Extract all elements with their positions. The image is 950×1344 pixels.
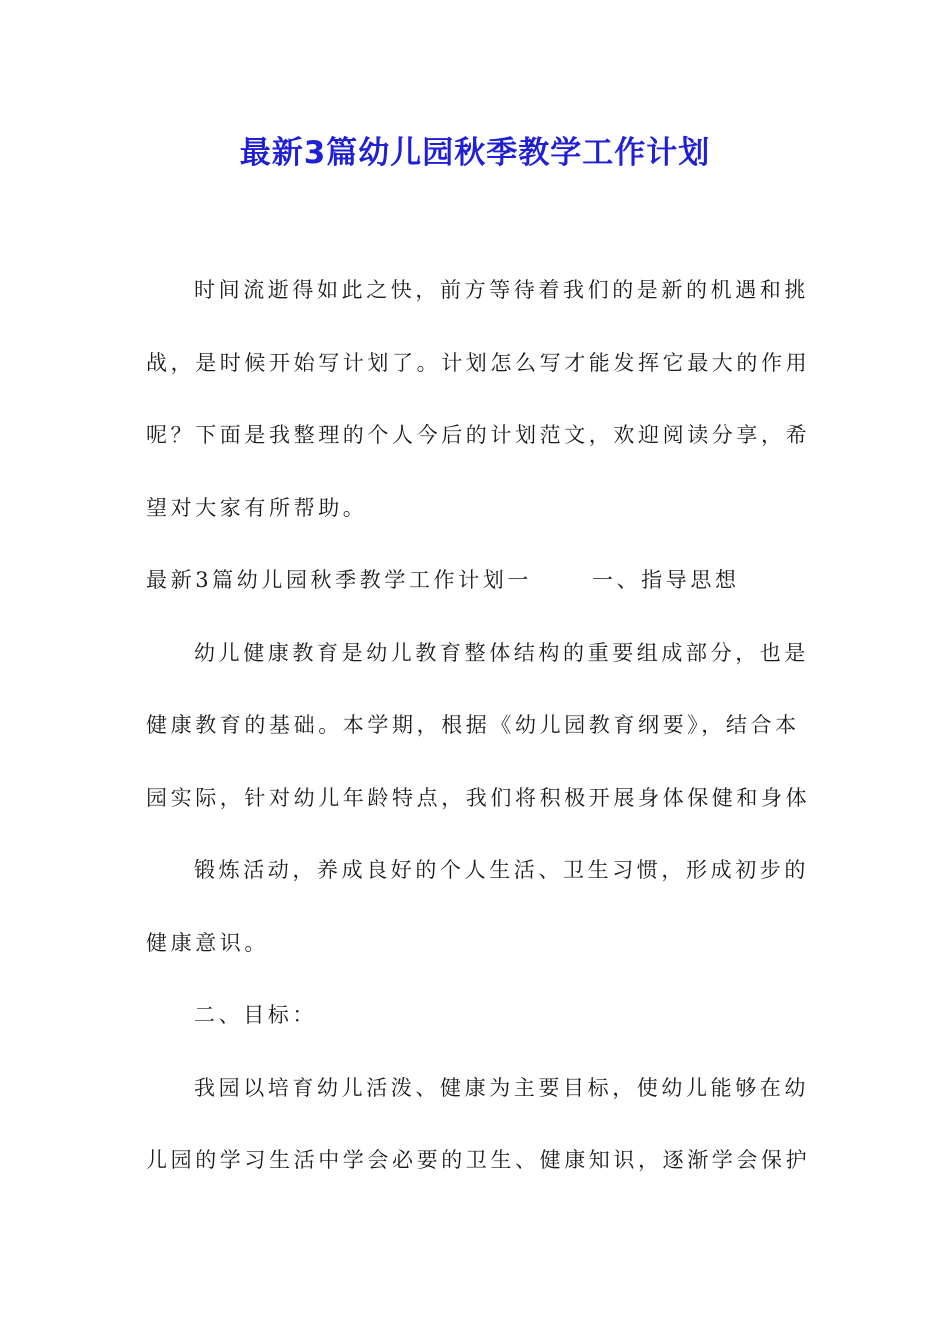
text-line: 时间流逝得如此之快，前方等待着我们的是新的机遇和挑 <box>194 278 809 302</box>
text-line: 园实际，针对幼儿年龄特点，我们将积极开展身体保健和身体 <box>146 785 811 810</box>
text-line: 儿园的学习生活中学会必要的卫生、健康知识，逐渐学会保护 <box>146 1148 811 1172</box>
section-title: 最新3篇幼儿园秋季教学工作计划一 <box>146 568 532 592</box>
text-line: 健康意识。 <box>146 930 269 955</box>
subsection-heading: 一、指导思想 <box>591 568 740 592</box>
text-line: 幼儿健康教育是幼儿教育整体结构的重要组成部分，也是 <box>194 640 809 665</box>
text-line: 我园以培育幼儿活泼、健康为主要目标，使幼儿能够在幼 <box>194 1075 809 1100</box>
text-line: 健康教育的基础。本学期，根据《幼儿园教育纲要》，结合本 <box>146 713 800 737</box>
section-heading-line <box>146 544 810 617</box>
text-line: 望对大家有所帮助。 <box>146 495 368 520</box>
text-line: 锻炼活动，养成良好的个人生活、卫生习惯，形成初步的 <box>194 858 809 882</box>
document-body <box>146 254 810 1197</box>
text-line: 呢？下面是我整理的个人今后的计划范文，欢迎阅读分享，希 <box>146 423 811 447</box>
document-title: 最新3篇幼儿园秋季教学工作计划 <box>239 135 711 171</box>
text-line: 战，是时候开始写计划了。计划怎么写才能发挥它最大的作用 <box>146 350 811 375</box>
subsection-heading: 二、目标： <box>194 1003 317 1027</box>
